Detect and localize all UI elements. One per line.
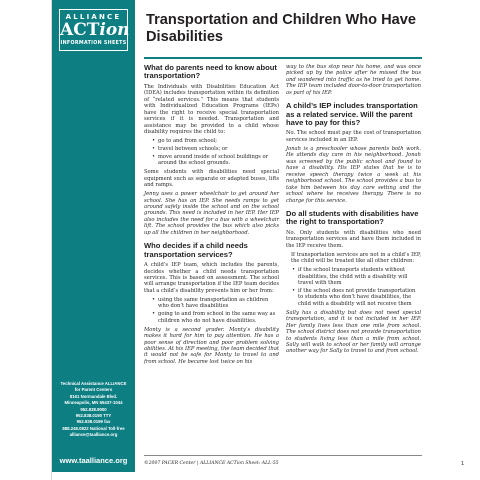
logo-alliance-text: ALLIANCE [65, 13, 122, 21]
section-heading: A child’s IEP includes transportation as a related service. Will the parent have to pay for this? [286, 101, 418, 128]
bullet-list [152, 138, 279, 167]
list-item: • going to and from school in the same way as children who do not have disabilities. [152, 311, 279, 324]
example-paragraph: Jenny uses a power wheelchair to get around her school. She has an IEP. She needs ramps to get around safely inside the school and on the school grounds. This need is included in her IEP. Her IEP also includes the need for a bus with a wheelchair lift. The school provides the bus which also picks up all the children in her neighborhood. [144, 191, 279, 236]
contact-line: Minneapolis, MN 55437-1044 [64, 400, 123, 406]
list-item: • move around inside of school buildings or around the school grounds. [152, 154, 279, 167]
contact-line: 8161 Normandale Blvd. [69, 393, 118, 399]
list-item: • if the school transports students without disabilities, the child with a disability will travel with them [292, 267, 421, 286]
page-title: Transportation and Children Who Have Disabilities [146, 12, 417, 45]
right-column [286, 64, 421, 357]
section-heading: What do parents need to know about transportation? [144, 63, 277, 81]
logo-subtitle: INFORMATION SHEETS [60, 41, 127, 46]
contact-line: Technical Assistance ALLIANCE [60, 381, 127, 386]
example-paragraph: Monty is a second grader. Monty’s disability makes it hard for him to pay attention. He has a poor sense of direction and poor problem solving abilities. At his IEP meeting, the team decided that it would not be safe for Monty to travel to and from school. He became lost twice on his [144, 326, 279, 365]
title-divider [144, 57, 422, 59]
paragraph: Some students with disabilities need special equipment such as separate or adapted buses, lifts and ramps. [144, 169, 279, 189]
contact-email-link[interactable]: alliance@taalliance.org [69, 432, 118, 438]
contact-line: 888.248.0822 National Toll-free [62, 425, 125, 431]
contact-line: 952.838.0199 fax [76, 419, 111, 425]
paragraph: No. Only students with disabilities who need transportation services and have them included in the IEP receive them. [286, 229, 421, 249]
website-link[interactable]: www.taalliance.org [59, 456, 128, 465]
contact-line: for Parent Centers [74, 387, 113, 393]
left-column [144, 64, 279, 368]
list-item: • travel between schools; or [152, 146, 279, 152]
contact-line: 952.838.0190 TTY [75, 413, 112, 419]
page-number: 1 [461, 461, 465, 467]
bullet-list [292, 267, 421, 307]
bullet-list [152, 297, 279, 324]
section-heading: Who decides if a child needs transportation services? [144, 241, 248, 259]
list-item: • using the same transportation as children who don’t have disabilities [152, 297, 279, 310]
contact-line: 952.838.9000 [80, 406, 107, 412]
paragraph: A child’s IEP team, which includes the parents, decides whether a child needs transportation services. This is based on assessment. The school will arrange transportation if the IEP team decides that a child’s disability prevents him or her from: [144, 262, 279, 294]
example-paragraph: Jonah is a preschooler whose parents both work. He attends day care in his neighborhood. Jonah was screened by the public school and found to have a disability. His IEP states that he is to receive speech therapy twice a week at his neighborhood school. The school provides a bus to take him between his day care setting and the school where he receives therapy. There is no charge for this service. [286, 145, 421, 204]
logo-action-text: ACTion [60, 20, 130, 40]
alliance-action-logo [59, 9, 128, 51]
footer-divider [144, 455, 422, 456]
paragraph: If transportation services are not in a child’s IEP, the child will be treated like all other children: [291, 251, 421, 265]
list-item: • if the school does not provide transportation to students who don’t have disabilities, the child with a disability will not receive them [292, 288, 421, 307]
paragraph: No. The school must pay the cost of transportation services included in an IEP. [286, 130, 421, 143]
footer-copyright: ©2007 PACER Center | ALLIANCE ACTion Sheet: ALL-55 [144, 461, 279, 466]
section-heading: Do all students with disabilities have the right to transportation? [286, 208, 419, 227]
example-paragraph: Sally has a disability but does not need special transportation, and it is not included in her IEP. Her family lives less than one mile from school. The school district does not provide transportation to students living less than a mile from school. Sally will walk to school or her family will arrange another way for Sally to travel to and from school. [286, 309, 421, 355]
list-item: • go to and from school; [152, 138, 279, 144]
sidebar [52, 0, 135, 472]
paragraph: The Individuals with Disabilities Education Act (IDEA) includes transportation within its definition of “related services.” This means that students with Individualized Education Programs (IEPs) have the right to receive special transportation services if it is needed. Transportation and assistance may be provided to a child whose disability requires the child to: [144, 83, 279, 135]
contact-info [54, 381, 133, 439]
example-paragraph: way to the bus stop near his home, and was once picked up by the police after he missed the bus and wandered into traffic as he tried to get home. The IEP team included door-to-door transportation as part of his IEP. [286, 64, 421, 96]
